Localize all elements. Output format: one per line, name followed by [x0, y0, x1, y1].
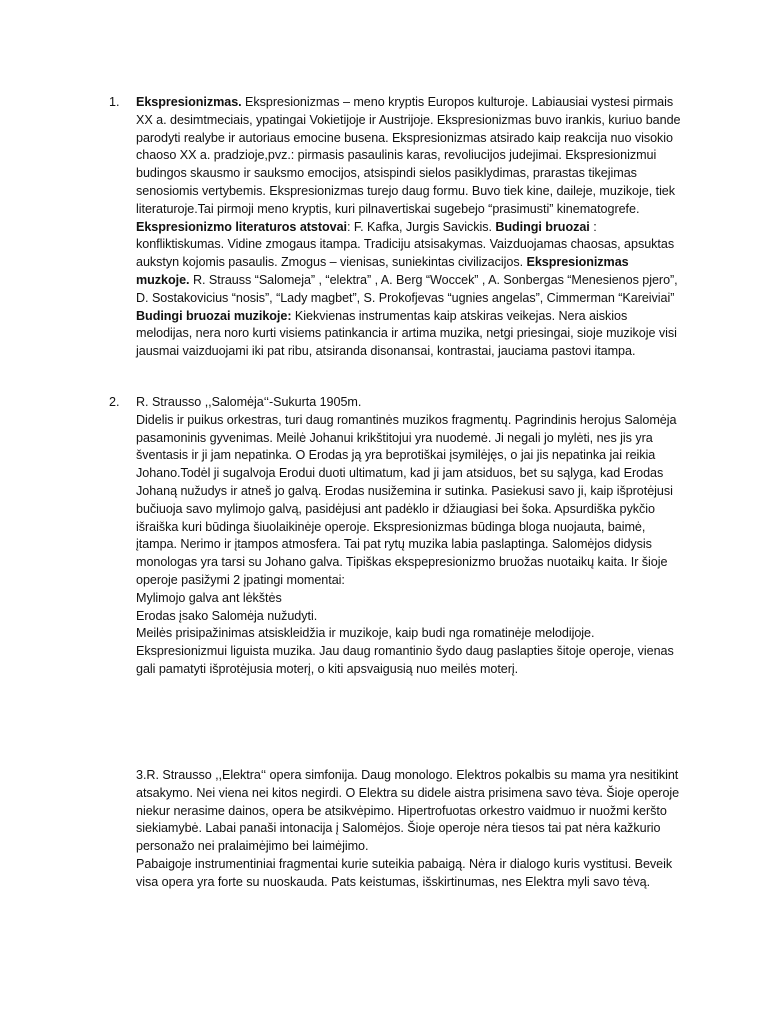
- section-paragraph: Didelis ir puikus orkestras, turi daug romantinės muzikos fragmentų. Pagrindinis herojus Salomėja pasamoninis gyvenimas. Meilė Johanui krikštitojui yra nuodemė. Ji negali jo mylėti, nes jis yra šventasis ir ji jam nepatinka. O Erodas ją yra beprotiškai įsymilėjęs, o jai jis nepatinka jai reikia Johano.Todėl ji sugalvoja Erodui duoti ultimatum, kad ji jam atsiduos, bet su sąlyga, kad Erodas Johaną nužudys ir atneš jo galvą. Erodas nusižemina ir sutinka. Pasiekusi savo ji, kaip išprotėjusi bučiuoja savo mylimojo galvą, pasidėjusi ant padėklo ir džiaugiasi bei šoka. Apsurdiška pykčio išraiška kuri būdinga šiuolaikinėje operoje. Ekspresionizmas būdinga bloga nuojauta, baimė, įtampa. Nerimo ir įtampos atmosfera. Tai pat rytų muzika labia paslaptinga. Salomėjos didysis monologas yra tarsi su Johano galva. Tipiškas ekspepresionizmo bruožas nuotaikų kaita. Ir šioje operoje pasižymi 2 įpatingi momentai:: [136, 412, 677, 587]
- section-paragraph: 3.R. Strausso ,,Elektra‘‘ opera simfonija. Daug monologo. Elektros pokalbis su mama yra nesitikint atsakymo. Nei viena nei kitos negirdi. O Elektra su didele aistra prisimena savo tėva. Šioje operoje niekur nerasime dainos, opera be atsikvėpimo. Hipertrofuotas orkestro vaidmuo ir nuožmi keršto siekiamybė. Labai panaši intonacija į Salomėjos. Šioje operoje nėra tiesos tai pat nėra kažkurio personažo nei pralaimėjimo bei laimėjimo.: [136, 768, 680, 854]
- inline-heading-literature: Ekspresionizmo literaturos atstovai: [136, 219, 348, 234]
- inline-heading-music-traits: Budingi bruozai muzikoje:: [136, 308, 292, 323]
- section-paragraph: Ekspresionizmui liguista muzika. Jau daug romantinio šydo daug paslapties šitoje operoje, vienas gali pamatyti išprotėjusia moterį, o kiti apsvaigusią nuo meilės moterį.: [136, 644, 674, 676]
- paragraph-text: : konfliktiskumas. Vidine zmogaus itampa. Tradiciju atsisakymas. Vaizduojamas chaosas, apsuktas aukstyn kojomis pasaulis. Zmogus – vienisas, suniekintas civilizacijos.: [136, 219, 675, 270]
- section-paragraph: Pabaigoje instrumentiniai fragmentai kurie suteikia pabaigą. Nėra ir dialogo kuris vystitusi. Beveik visa opera yra forte su nuoskauda. Pats keistumas, išskirtinumas, nes Elektra myli savo tėvą.: [136, 856, 673, 889]
- moment-line: Erodas įsako Salomėja nužudyti.: [136, 608, 318, 623]
- section-title: Ekspresionizmas.: [136, 95, 242, 109]
- section-paragraph: [136, 94, 684, 361]
- paragraph-text: Ekspresionizmas – meno kryptis Europos kulturoje. Labiausiai vystesi pirmais XX a. desimtmeciais, ypatingai Vokietijoje ir Austrijoje. Ekspresionizmas buvo irankis, kuriuo bande parodyti realybe ir autoriaus emocine busena. Ekspresionizmas atsirado kaip reakcija nuo visokio chaoso XX a. pradzioje,pvz.: pirmasis pasaulinis karas, revoliucijos judejimai. Ekspresionizmui budingos skausmo ir sauksmo emocijos, atsispindi sielos pasiklydimas, prarastas tikejimas senosiomis vertybemis. Ekspresionizmas turejo daug formu. Buvo tiek kine, daileje, muzikoje, tiek literaturoje.Tai pirmoji meno kryptis, kuri pilnavertiskai sugebejo “prasimusti” kinematogrefe.: [136, 95, 681, 216]
- paragraph-text: R. Strauss “Salomeja” , “elektra” , A. Berg “Woccek” , A. Sonbergas “Menesienos pjero”, D. Sostakovicius “nosis”, “Lady magbet”, S. Prokofjevas “ugnies angelas”, Cimmerman “Kareiviai”: [136, 272, 678, 305]
- moment-line: Mylimojo galva ant lėkštės: [136, 590, 282, 605]
- list-number: 1.: [109, 95, 120, 109]
- paragraph-text: Kiekvienas instrumentas kaip atskiras veikejas. Nera aiskios melodijas, nera noro kurti visiems patinkancia ir artima muzika, netgi priesingai, sioje muzikoje visi jausmai vaizduojami iki pat ribu, atsiranda disonansai, kontrastai, jauciama pastovi itampa.: [136, 308, 677, 359]
- inline-heading-music: Ekspresionizmas muzkoje.: [136, 255, 629, 287]
- section-expressionism: [109, 94, 684, 361]
- section-paragraph: Meilės prisipažinimas atsiskleidžia ir muzikoje, kaip budi nga romatinėje melodijoje.: [136, 626, 595, 641]
- section-elektra: [136, 767, 684, 892]
- list-number: 2.: [109, 395, 120, 409]
- section-salome: [109, 394, 684, 679]
- section-heading: R. Strausso ,,Salomėja‘‘-Sukurta 1905m.: [136, 395, 362, 409]
- paragraph-text: : F. Kafka, Jurgis Savickis.: [347, 219, 496, 234]
- inline-heading-traits: Budingi bruozai: [495, 219, 590, 234]
